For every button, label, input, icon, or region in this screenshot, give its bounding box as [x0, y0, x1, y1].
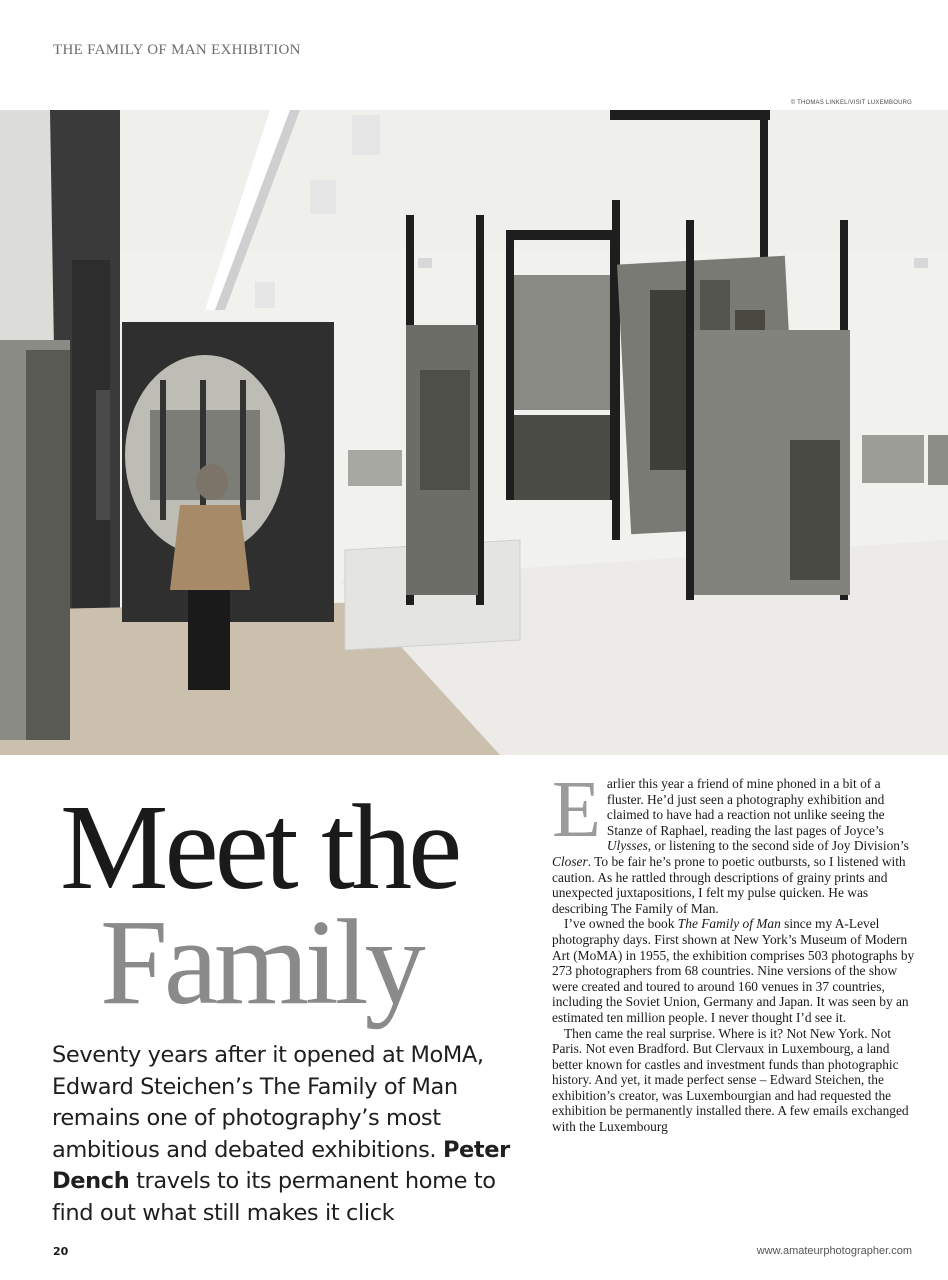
- article-body: [552, 766, 916, 1135]
- paragraph-2-text-b: since my A-Level photography days. First shown at New York’s Museum of Modern Art (MoMA) in 1955, the exhibition comprises 503 photographs by 273 photographers from 68 countries. Nine versions of the show were created and toured to around 160 venues in 37 countries, including the Soviet Union, Germany and Japan. It was seen by an estimated ten million people. I never thought I’d see it.: [552, 916, 915, 1025]
- paragraph-1-text-a: arlier this year a friend of mine phoned in a bit of a fluster. He’d just seen a photography exhibition and claimed to have had a reaction not unlike seeing the Stanze of Raphael, reading the last pages of Joyce’s: [606, 776, 885, 838]
- exhibition-photo: [0, 110, 948, 755]
- paragraph-2: [552, 916, 916, 1025]
- headline: [60, 780, 530, 1031]
- italic-closer: Closer: [552, 853, 588, 869]
- page-number: 20: [53, 1245, 69, 1258]
- italic-ulysses: Ulysses: [606, 838, 648, 854]
- drop-cap: E: [552, 766, 601, 854]
- standfirst-tail: travels to its permanent home to find out what still makes it click: [52, 1168, 496, 1226]
- paragraph-1-text-b: , or listening to the second side of Joy Division’s: [647, 838, 909, 854]
- section-title: THE FAMILY OF MAN EXHIBITION: [53, 42, 301, 58]
- paragraph-1-text-c: . To be fair he’s prone to poetic outbursts, so I listened with caution. As he rattled through descriptions of grainy prints and unexpected juxtapositions, I felt my pulse quicken. He was describing The Family of Man.: [552, 853, 906, 916]
- headline-line-1: Meet the: [60, 780, 459, 916]
- paragraph-2-text-a: I’ve owned the book: [564, 916, 678, 932]
- paragraph-3: Then came the real surprise. Where is it? Not New York. Not Paris. Not even Bradford. But Clervaux in Luxembourg, a land better known for castles and investment funds than photographic history. And yet, it made perfect sense – Edward Steichen, the exhibition’s creator, was Luxembourgian and had requested the exhibition be permanently installed there. A few emails exchanged with the Luxembourg: [552, 1025, 909, 1135]
- standfirst: [52, 1040, 542, 1229]
- italic-book-title: The Family of Man: [677, 916, 781, 932]
- standfirst-lead: Seventy years after it opened at MoMA, Edward Steichen’s The Family of Man remains one of photography’s most ambitious and debated exhibitions.: [52, 1042, 484, 1163]
- author-name: Peter Dench: [52, 1136, 510, 1194]
- website-url: www.amateurphotographer.com: [756, 1245, 912, 1257]
- headline-line-2: Family: [100, 895, 422, 1031]
- paragraph-1: [552, 766, 916, 916]
- photo-credit: © THOMAS LINKEL/VISIT LUXEMBOURG: [790, 100, 912, 106]
